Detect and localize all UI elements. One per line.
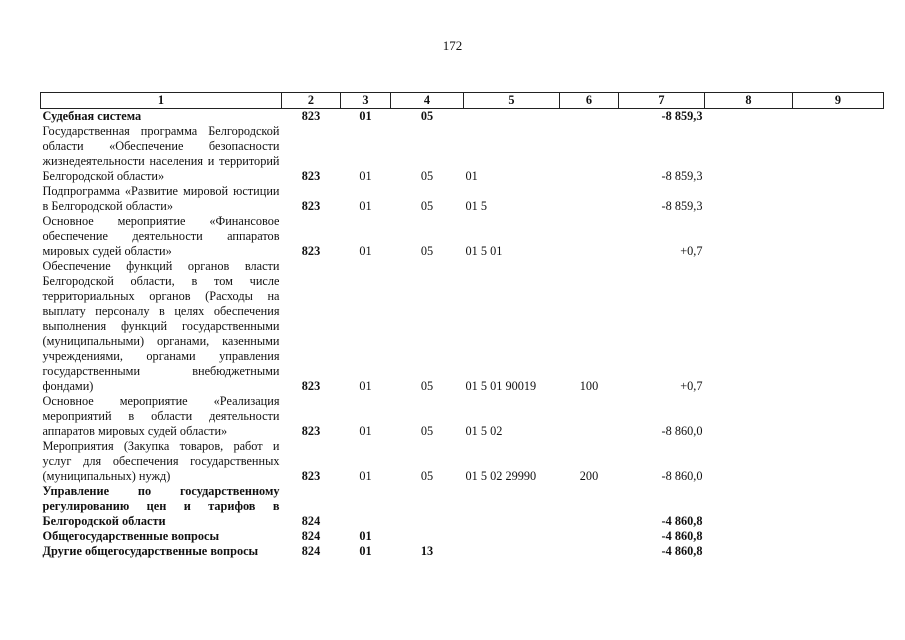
row-col-9 <box>793 124 884 184</box>
row-amount: +0,7 <box>680 244 703 258</box>
row-section-code: 01 <box>359 424 372 438</box>
row-ministry-code: 824 <box>301 529 321 543</box>
row-col-9 <box>793 439 884 484</box>
header-col-5: 5 <box>464 93 560 109</box>
row-target-article <box>464 544 560 559</box>
row-description: Основное мероприятие «Реализация мероприятий в области деятельности аппаратов мировых судей области» <box>42 394 280 438</box>
row-description: Основное мероприятие «Финансовое обеспечение деятельности аппаратов мировых судей области» <box>42 214 280 258</box>
row-col-9 <box>793 109 884 125</box>
row-section-code: 01 <box>359 169 372 183</box>
row-subsection-code: 05 <box>420 379 434 393</box>
row-description: Судебная система <box>42 109 142 123</box>
row-description: Общегосударственные вопросы <box>42 529 220 543</box>
row-subsection-code: 05 <box>420 244 434 258</box>
row-ministry-code: 823 <box>301 169 321 183</box>
row-expense-type: 100 <box>579 379 599 393</box>
header-col-6: 6 <box>560 93 619 109</box>
row-ministry-code: 824 <box>301 544 321 558</box>
row-target-article: 01 <box>465 169 478 183</box>
header-col-1: 1 <box>41 93 282 109</box>
header-col-2: 2 <box>282 93 341 109</box>
row-col-8 <box>705 439 793 484</box>
row-amount: -8 860,0 <box>661 469 703 483</box>
row-expense-type <box>560 544 619 559</box>
row-amount: -4 860,8 <box>661 529 703 543</box>
row-target-article <box>464 484 560 529</box>
row-target-article: 01 5 02 <box>465 424 503 438</box>
row-expense-type <box>560 124 619 184</box>
row-section-code: 01 <box>359 469 372 483</box>
row-subsection-code: 05 <box>420 169 434 183</box>
row-description: Управление по государственному регулированию цен и тарифов в Белгородской области <box>42 484 280 528</box>
row-col-8 <box>705 214 793 259</box>
row-expense-type <box>560 184 619 214</box>
row-expense-type: 200 <box>579 469 599 483</box>
row-col-9 <box>793 214 884 259</box>
row-col-9 <box>793 484 884 529</box>
table-row <box>41 529 884 544</box>
row-subsection-code: 05 <box>420 469 434 483</box>
row-subsection-code: 05 <box>420 109 434 123</box>
row-description: Мероприятия (Закупка товаров, работ и услуг для обеспечения государственных (муниципальных) нужд) <box>42 439 280 483</box>
row-col-8 <box>705 109 793 125</box>
row-col-8 <box>705 124 793 184</box>
row-subsection-code <box>391 529 464 544</box>
row-subsection-code: 13 <box>420 544 434 558</box>
table-row <box>41 439 884 484</box>
header-col-4: 4 <box>391 93 464 109</box>
row-col-8 <box>705 484 793 529</box>
header-col-7: 7 <box>619 93 705 109</box>
header-col-9: 9 <box>793 93 884 109</box>
row-subsection-code: 05 <box>420 199 434 213</box>
row-amount: +0,7 <box>680 379 703 393</box>
row-col-8 <box>705 259 793 394</box>
row-target-article <box>464 109 560 125</box>
budget-table <box>40 92 884 559</box>
row-ministry-code: 823 <box>301 424 321 438</box>
row-col-8 <box>705 394 793 439</box>
row-section-code: 01 <box>359 244 372 258</box>
row-col-9 <box>793 544 884 559</box>
row-amount: -4 860,8 <box>661 544 703 558</box>
row-target-article <box>464 529 560 544</box>
row-amount: -8 859,3 <box>661 169 703 183</box>
row-target-article: 01 5 <box>465 199 488 213</box>
row-expense-type <box>560 109 619 125</box>
table-body <box>41 109 884 560</box>
row-description: Обеспечение функций органов власти Белгородской области, в том числе территориальных органов (Расходы на выплату персоналу в целях обеспечения выполнения функций государственными (муниципальными) органами, казенными учреждениями, органами управления государственными внебюджетными фондами) <box>42 259 280 393</box>
row-target-article: 01 5 02 29990 <box>465 469 537 483</box>
row-description: Подпрограмма «Развитие мировой юстиции в Белгородской области» <box>42 184 280 213</box>
row-amount: -8 859,3 <box>661 199 703 213</box>
row-col-8 <box>705 529 793 544</box>
header-col-8: 8 <box>705 93 793 109</box>
row-subsection-code <box>391 484 464 529</box>
row-ministry-code: 823 <box>301 109 321 123</box>
page-number: 172 <box>442 38 463 53</box>
row-col-8 <box>705 544 793 559</box>
table-row <box>41 124 884 184</box>
row-target-article: 01 5 01 <box>465 244 503 258</box>
row-section-code: 01 <box>359 199 372 213</box>
row-amount: -4 860,8 <box>661 514 703 528</box>
row-ministry-code: 823 <box>301 379 321 393</box>
table-row <box>41 544 884 559</box>
row-subsection-code: 05 <box>420 424 434 438</box>
table-row <box>41 214 884 259</box>
row-ministry-code: 824 <box>301 514 321 528</box>
table-header-row <box>41 93 884 109</box>
row-expense-type <box>560 529 619 544</box>
table-row <box>41 394 884 439</box>
row-description: Государственная программа Белгородской области «Обеспечение безопасности жизнедеятельности населения и территорий Белгородской области» <box>42 124 280 183</box>
row-expense-type <box>560 484 619 529</box>
row-col-9 <box>793 529 884 544</box>
row-ministry-code: 823 <box>301 199 321 213</box>
row-section-code: 01 <box>359 379 372 393</box>
row-ministry-code: 823 <box>301 469 321 483</box>
row-description: Другие общегосударственные вопросы <box>42 544 259 558</box>
row-col-9 <box>793 259 884 394</box>
table-row <box>41 184 884 214</box>
row-amount: -8 859,3 <box>661 109 703 123</box>
row-section-code: 01 <box>359 529 372 543</box>
row-expense-type <box>560 214 619 259</box>
row-target-article: 01 5 01 90019 <box>465 379 537 393</box>
row-expense-type <box>560 394 619 439</box>
row-section-code: 01 <box>359 109 372 123</box>
table-row <box>41 109 884 125</box>
table-row <box>41 484 884 529</box>
row-col-9 <box>793 184 884 214</box>
row-amount: -8 860,0 <box>661 424 703 438</box>
row-section-code <box>341 484 391 529</box>
row-col-8 <box>705 184 793 214</box>
header-col-3: 3 <box>341 93 391 109</box>
row-ministry-code: 823 <box>301 244 321 258</box>
row-col-9 <box>793 394 884 439</box>
table-row <box>41 259 884 394</box>
row-section-code: 01 <box>359 544 372 558</box>
